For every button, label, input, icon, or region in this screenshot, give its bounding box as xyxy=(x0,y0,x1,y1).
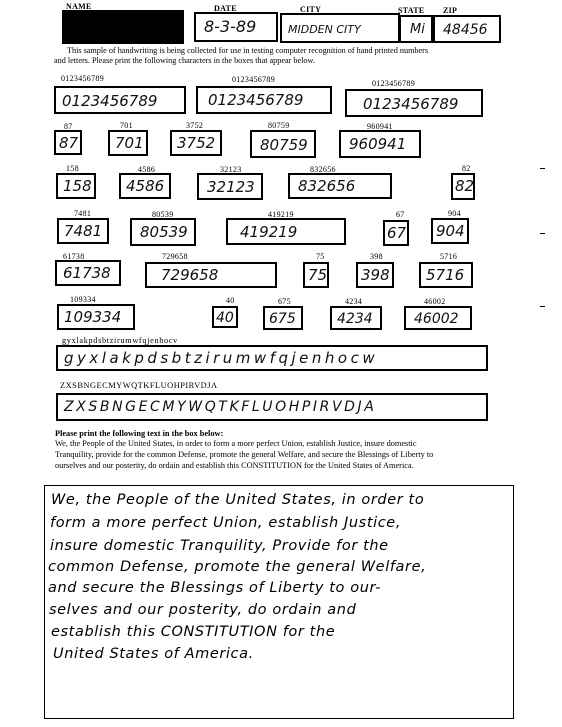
number-printed: 80539 xyxy=(152,210,174,219)
number-box xyxy=(288,173,392,199)
uppercase-printed: ZXSBNGECMYWQTKFLUOHPIRVDJA xyxy=(60,381,218,390)
number-written: 3752 xyxy=(177,134,216,152)
number-written: 109334 xyxy=(64,308,122,326)
preamble-printed-3: ourselves and our posterity, do ordain and establish this CONSTITUTION for the United States of America. xyxy=(55,461,414,470)
number-printed: 5716 xyxy=(440,252,458,261)
number-box xyxy=(212,306,238,328)
uppercase-box xyxy=(56,393,488,421)
number-box xyxy=(303,262,329,288)
number-printed: 32123 xyxy=(220,165,242,174)
preamble-handwritten-8: United States of America. xyxy=(53,646,254,662)
zip-label: ZIP xyxy=(443,6,458,15)
name-redaction xyxy=(62,10,184,44)
number-box xyxy=(55,260,121,286)
number-printed: 80759 xyxy=(268,121,290,130)
number-box xyxy=(250,130,316,158)
number-written: 82 xyxy=(455,177,475,195)
number-written: 4234 xyxy=(337,311,373,327)
number-printed: 675 xyxy=(278,297,291,306)
city-label: CITY xyxy=(300,5,322,14)
zip-value: 48456 xyxy=(443,22,488,38)
number-printed: 82 xyxy=(462,164,471,173)
number-box xyxy=(263,306,303,330)
date-label: DATE xyxy=(214,4,237,13)
number-printed: 3752 xyxy=(186,121,204,130)
number-printed: 158 xyxy=(66,164,79,173)
lowercase-box xyxy=(56,345,488,371)
city-value: MIDDEN CITY xyxy=(288,23,361,36)
number-box xyxy=(57,218,109,244)
number-printed: 701 xyxy=(120,121,133,130)
number-written: 960941 xyxy=(349,135,407,153)
number-written: 61738 xyxy=(63,264,111,282)
number-box xyxy=(226,218,346,245)
state-value: Mi xyxy=(410,22,425,37)
number-printed: 904 xyxy=(448,209,461,218)
number-printed: 46002 xyxy=(424,297,446,306)
number-printed: 75 xyxy=(316,252,325,261)
number-printed: 729658 xyxy=(162,252,188,261)
number-box xyxy=(404,306,472,330)
digits-written-2: 0123456789 xyxy=(208,91,304,109)
preamble-printed-2: Tranquility, provide for the common Defense, promote the general Welfare, and secure the Blessings of Liberty to xyxy=(55,450,434,459)
number-written: 729658 xyxy=(161,266,219,284)
instruction-line-1: This sample of handwriting is being collected for use in testing computer recognition of hand printed numbers xyxy=(67,46,429,55)
number-written: 158 xyxy=(63,177,92,195)
number-box xyxy=(197,173,263,200)
number-box xyxy=(54,130,82,155)
number-box xyxy=(431,218,469,244)
number-box xyxy=(330,306,382,330)
number-printed: 832656 xyxy=(310,165,336,174)
zip-box xyxy=(433,15,501,43)
number-written: 75 xyxy=(308,266,328,284)
lowercase-written: gyxlakpdsbtzirumwfqjenhocw xyxy=(64,349,379,367)
number-printed: 960941 xyxy=(367,122,393,131)
instruction-line-2: and letters. Please print the following characters in the boxes that appear below. xyxy=(54,56,315,65)
number-written: 32123 xyxy=(207,178,255,196)
digits-box-2 xyxy=(196,86,332,114)
number-printed: 61738 xyxy=(63,252,85,261)
digits-written-3: 0123456789 xyxy=(363,95,459,113)
number-written: 832656 xyxy=(298,177,356,195)
digits-written-1: 0123456789 xyxy=(62,92,158,110)
number-box xyxy=(383,220,409,246)
number-printed: 4234 xyxy=(345,297,363,306)
preamble-printed-1: We, the People of the United States, in order to form a more perfect Union, establish Justice, insure domestic xyxy=(55,439,417,448)
number-written: 904 xyxy=(436,222,465,240)
number-box xyxy=(56,173,96,199)
number-box xyxy=(145,262,277,288)
date-box xyxy=(194,12,278,42)
number-printed: 7481 xyxy=(74,209,92,218)
digits-box-3 xyxy=(345,89,483,117)
number-box xyxy=(339,130,421,158)
number-box xyxy=(356,262,394,288)
state-box xyxy=(399,15,433,43)
number-printed: 87 xyxy=(64,122,73,131)
number-box xyxy=(108,130,148,156)
number-written: 87 xyxy=(59,134,79,152)
number-written: 7481 xyxy=(64,222,103,240)
number-written: 80539 xyxy=(140,223,188,241)
number-printed: 4586 xyxy=(138,165,156,174)
number-printed: 109334 xyxy=(70,295,96,304)
number-printed: 40 xyxy=(226,296,235,305)
city-box xyxy=(280,13,400,43)
lowercase-printed: gyxlakpdsbtzirumwfqjenhocv xyxy=(62,336,178,345)
preamble-instruction: Please print the following text in the box below: xyxy=(55,429,224,438)
number-box xyxy=(451,173,475,200)
state-label: STATE xyxy=(398,6,425,15)
margin-mark xyxy=(540,306,545,307)
number-written: 46002 xyxy=(414,311,459,327)
number-printed: 67 xyxy=(396,210,405,219)
number-box xyxy=(57,304,135,330)
number-written: 419219 xyxy=(240,223,298,241)
number-written: 701 xyxy=(115,134,144,152)
number-written: 80759 xyxy=(260,136,308,154)
number-written: 675 xyxy=(269,311,296,327)
digits-box-1 xyxy=(54,86,186,114)
number-written: 5716 xyxy=(426,266,465,284)
digits-printed-2: 0123456789 xyxy=(232,75,275,84)
digits-printed-1: 0123456789 xyxy=(61,74,104,83)
margin-mark xyxy=(540,168,545,169)
margin-mark xyxy=(540,233,545,234)
preamble-handwritten-2: form a more perfect Union, establish Justice, xyxy=(50,515,402,531)
name-label: NAME xyxy=(66,2,92,11)
preamble-handwritten-3: insure domestic Tranquility, Provide for the xyxy=(50,538,389,554)
digits-printed-3: 0123456789 xyxy=(372,79,415,88)
number-written: 67 xyxy=(387,224,407,242)
number-printed: 419219 xyxy=(268,210,294,219)
number-written: 40 xyxy=(216,310,234,326)
preamble-handwritten-5: and secure the Blessings of Liberty to our- xyxy=(48,580,382,596)
uppercase-written: ZXSBNGECMYWQTKFLUOHPIRVDJA xyxy=(64,399,377,415)
number-written: 398 xyxy=(361,266,390,284)
number-written: 4586 xyxy=(126,177,165,195)
preamble-box xyxy=(44,485,514,719)
preamble-handwritten-6: selves and our posterity, do ordain and xyxy=(49,602,357,618)
number-box xyxy=(419,262,473,288)
number-box xyxy=(170,130,222,156)
number-box xyxy=(119,173,171,199)
number-box xyxy=(130,218,196,246)
preamble-handwritten-7: establish this CONSTITUTION for the xyxy=(51,624,336,640)
preamble-handwritten-1: We, the People of the United States, in order to xyxy=(51,492,425,508)
preamble-handwritten-4: common Defense, promote the general Welfare, xyxy=(48,559,427,575)
date-value: 8-3-89 xyxy=(204,17,257,36)
number-printed: 398 xyxy=(370,252,383,261)
